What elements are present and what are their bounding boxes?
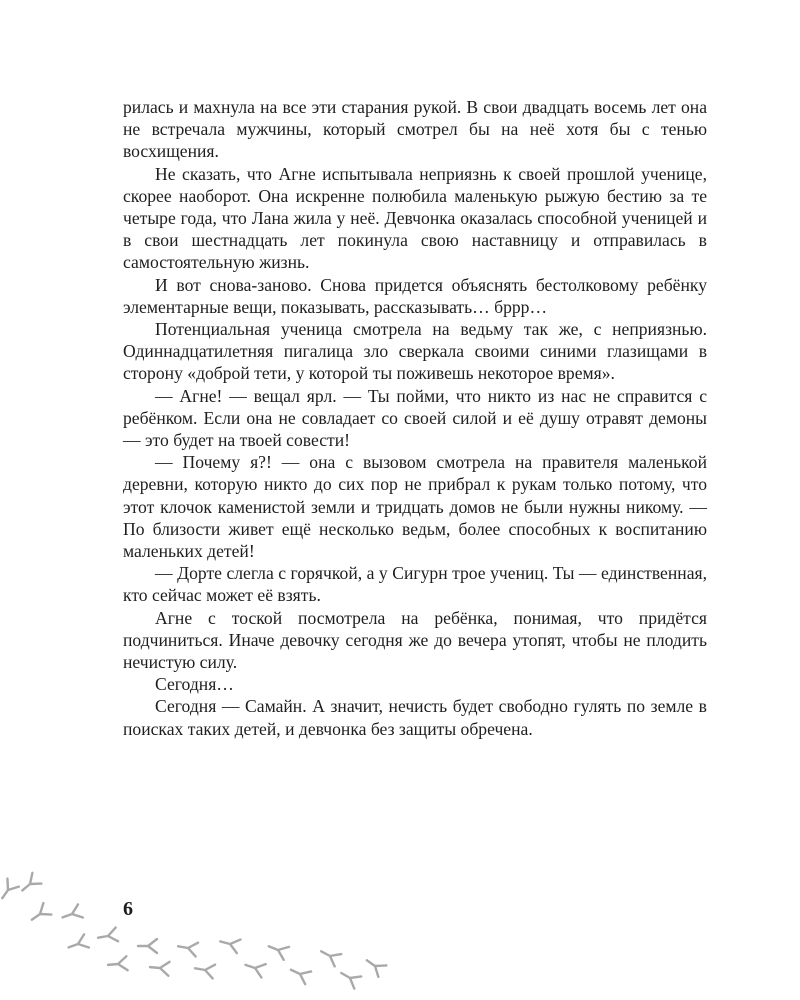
footprint-icon: [219, 935, 241, 953]
footprint-icon: [28, 903, 52, 925]
page-number: 6: [123, 898, 133, 920]
paragraph: рилась и махнула на все эти старания рукой. В свои двадцать восемь лет она не встречала мужчины, который смотрел бы на неё хотя бы с тенью восхищения.: [123, 97, 707, 162]
paragraph: — Агне! — вещал ярл. — Ты пойми, что никто из нас не справится с ребёнком. Если она не совладает со своей силой и её душу отравят демоны — это будет на твоей совести!: [123, 385, 707, 451]
footprint-icon: [138, 939, 157, 953]
paragraph: Потенциальная ученица смотрела на ведьму так же, с неприязнью. Одиннадцатилетняя пигалица зло сверкала своими синими глазищами в сторону «доброй тети, у которой ты поживешь некоторое время».: [123, 319, 707, 384]
footprint-icon: [266, 940, 289, 960]
footprint-icon: [60, 904, 83, 924]
paragraph: Сегодня…: [155, 674, 234, 695]
body-text: [123, 96, 707, 740]
footprint-icon: [177, 939, 198, 956]
footprint-icon: [107, 956, 127, 972]
footprint-icon: [363, 955, 387, 977]
paragraph: — Почему я?! — она с вызовом смотрела на правителя маленькой деревни, которую никто до сих пор не прибрал к рукам только потому, что этот клочок каменистой земли и тридцать домов не были нужны никому. — По близости живет ещё несколько ведьм, более способных к воспитанию маленьких детей!: [123, 452, 707, 562]
footprint-icon: [338, 967, 361, 989]
footprint-icon: [194, 961, 215, 978]
footprint-icon: [149, 960, 169, 976]
footprint-icon: [288, 963, 311, 984]
paragraph: — Дорте слегла с горячкой, а у Сигурн трое учениц. Ты — единственная, кто сейчас может её взять.: [123, 563, 707, 606]
paragraph: И вот снова-заново. Снова придется объяснять бестолковому ребёнку элементарные вещи, показывать, рассказывать… бррр…: [123, 274, 707, 317]
bird-tracks-icon: [0, 870, 420, 990]
footprint-icon: [97, 928, 118, 945]
footprint-icon: [243, 958, 265, 977]
footprint-icon: [0, 879, 19, 903]
footprint-icon: [318, 945, 341, 966]
paragraph: Сегодня — Самайн. А значит, нечисть будет свободно гулять по земле в поисках таких детей, и девчонка без защиты обречена.: [123, 696, 707, 739]
paragraph: Агне с тоской посмотрела на ребёнка, понимая, что придётся подчиниться. Иначе девочку сегодня же до вечера утопят, чтобы не плодить нечистую силу.: [123, 607, 707, 673]
footprint-icon: [18, 873, 42, 896]
paragraph: Не сказать, что Агне испытывала неприязнь к своей прошлой ученице, скорее наоборот. Она искренне полюбила маленькую рыжую бестию за те четыре года, что Лана жила у неё. Девчонка оказалась способной ученицей и в свои шестнадцать лет покинула свою наставницу и отправилась в самостоятельную жизнь.: [123, 163, 707, 273]
footprint-icon: [66, 934, 89, 954]
